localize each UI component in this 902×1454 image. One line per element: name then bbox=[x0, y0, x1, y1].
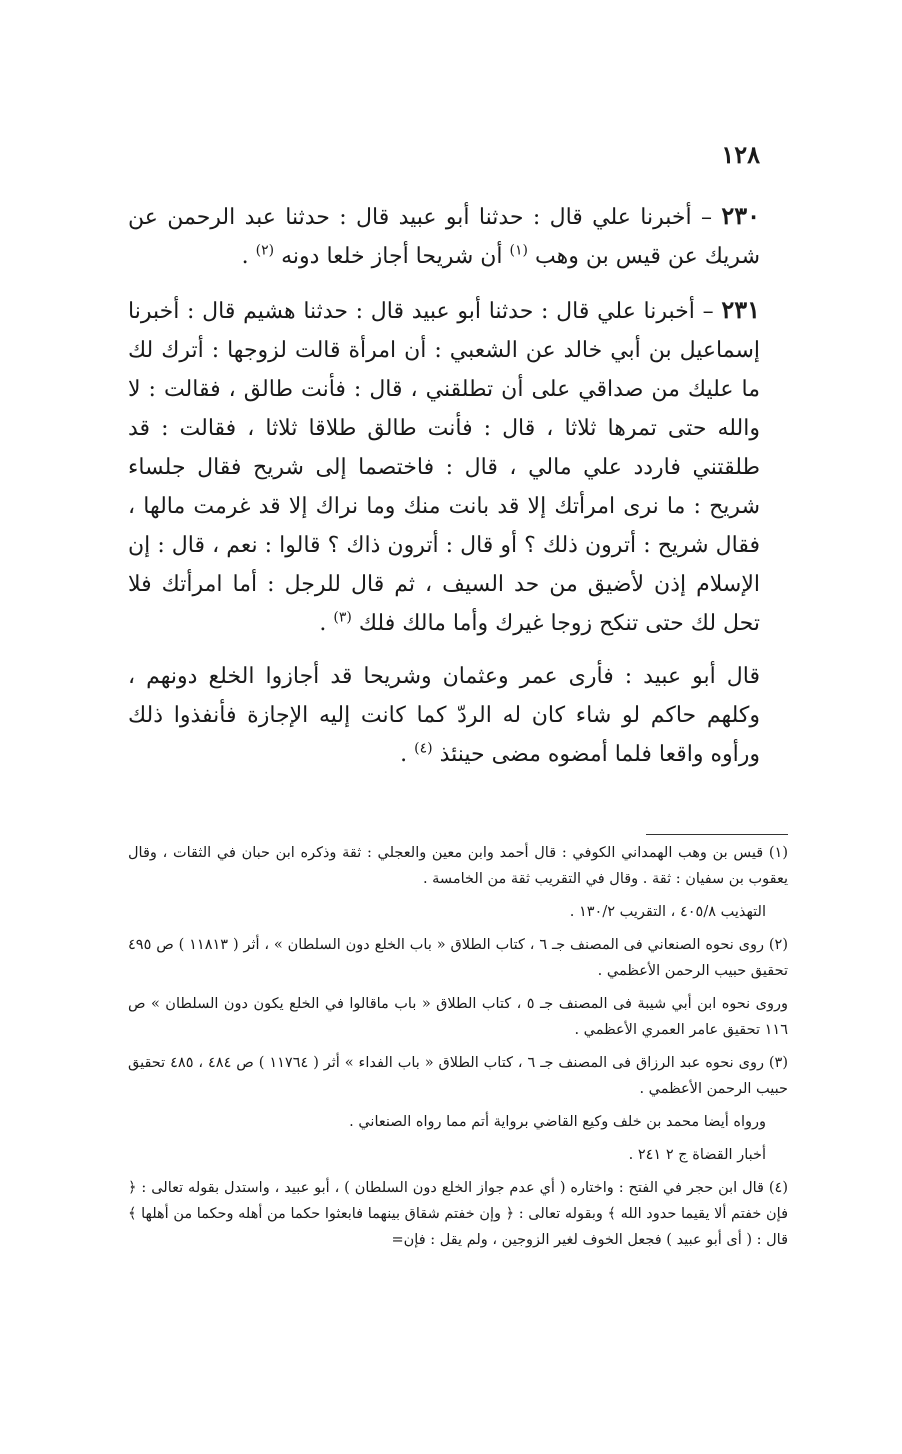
hadith-text: – أخبرنا علي قال : حدثنا أبو عبيد قال : حدثنا هشيم قال : أخبرنا إسماعيل بن أبي خالد عن الشعبي : أن امرأة قالت لزوجها : أترك لك ما عليك من صداقي على أن تطلقني ، قال : فأنت طالق ، فقالت : لا والله حتى تمرها ثلاثا ، قال : فأنت طالق طلاقا ثلاثا ، فقالت : قد طلقتني فاردد علي مالي ، قال : فاختصما إلى شريح فقال جلساء شريح : ما نرى امرأتك إلا قد بانت منك وما نراك إلا قد غرمت مالها ، فقال شريح : أترون ذلك ؟ أو قال : أترون ذاك ؟ قالوا : نعم ، قال : إن الإسلام إذن لأضيق من حد السيف ، ثم قال للرجل : أما امرأتك فلا تحل لك حتى تنكح زوجا غيرك وأما مالك فلك bbox=[128, 299, 760, 636]
hadith-230 bbox=[128, 196, 760, 276]
footnote: أخبار القضاة ج ٢ ٢٤١ . bbox=[628, 1147, 766, 1163]
footnote: ورواه أيضا محمد بن خلف وكيع القاضي برواية أتم مما رواه الصنعاني . bbox=[349, 1114, 766, 1130]
hadith-231 bbox=[128, 290, 760, 643]
commentary-text-end: . bbox=[400, 742, 408, 767]
commentary-text: قال أبو عبيد : فأرى عمر وعثمان وشريحا قد أجازوا الخلع دونهم ، وكلهم حاكم لو شاء كان له الردّ كما كانت إليه الإجازة فأنفذوا ذلك ورأوه واقعا فلما أمضوه مضى حينئذ bbox=[128, 664, 760, 767]
footnote-ref[interactable]: (٣) bbox=[333, 609, 352, 626]
hadith-number: ٢٣٠ bbox=[721, 201, 760, 230]
footnote-ref[interactable]: (٤) bbox=[414, 740, 433, 757]
footnote: وروى نحوه ابن أبي شيبة فى المصنف جـ ٥ ، كتاب الطلاق « باب ماقالوا في الخلع يكون دون السلطان » ص ١١٦ تحقيق عامر العمري الأعظمي . bbox=[128, 996, 789, 1038]
hadith-text: أن شريحا أجاز خلعا دونه bbox=[281, 244, 503, 269]
footnote: (٤) قال ابن حجر في الفتح : واختاره ( أي عدم جواز الخلع دون السلطان ) ، أبو عبيد ، واستدل بقوله تعالى : ﴿ فإن خفتم ألا يقيما حدود الله ﴾ وبقوله تعالى : ﴿ وإن خفتم شقاق بينهما فابعثوا حكما من أهله وحكما من أهلها ﴾ قال : ( أى أبو عبيد ) فجعل الخوف لغير الزوجين ، ولم يقل : فإن= bbox=[128, 1180, 788, 1248]
hadith-number: ٢٣١ bbox=[721, 295, 761, 324]
footnote: (١) قيس بن وهب الهمداني الكوفي : قال أحمد وابن معين والعجلي : ثقة وذكره ابن حبان في الثقات ، وقال يعقوب بن سفيان : ثقة . وقال في التقريب ثقة من الخامسة . bbox=[128, 845, 789, 887]
hadith-text-end: . bbox=[319, 611, 327, 636]
page-number: ١٢٨ bbox=[721, 140, 760, 169]
footnote-ref[interactable]: (٢) bbox=[255, 242, 275, 259]
footnote-ref[interactable]: (١) bbox=[509, 242, 529, 259]
main-text bbox=[128, 196, 760, 788]
footnotes bbox=[128, 840, 788, 1260]
footnote-divider bbox=[646, 834, 788, 835]
footnote: (٢) روى نحوه الصنعاني فى المصنف جـ ٦ ، كتاب الطلاق « باب الخلع دون السلطان » ، أثر ( ١١٨١٣ ) ص ٤٩٥ تحقيق حبيب الرحمن الأعظمي . bbox=[128, 937, 789, 979]
hadith-text: – أخبرنا علي قال : حدثنا أبو عبيد قال : حدثنا عبد الرحمن عن شريك عن قيس بن وهب bbox=[128, 205, 760, 269]
commentary-paragraph bbox=[128, 657, 760, 774]
footnote: (٣) روى نحوه عبد الرزاق فى المصنف جـ ٦ ، كتاب الطلاق « باب الفداء » أثر ( ١١٧٦٤ ) ص ٤٨٤ ، ٤٨٥ تحقيق حبيب الرحمن الأعظمي . bbox=[128, 1055, 789, 1097]
hadith-text-end: . bbox=[241, 244, 249, 269]
footnote: التهذيب ٤٠٥/٨ ، التقريب ١٣٠/٢ . bbox=[569, 904, 766, 920]
